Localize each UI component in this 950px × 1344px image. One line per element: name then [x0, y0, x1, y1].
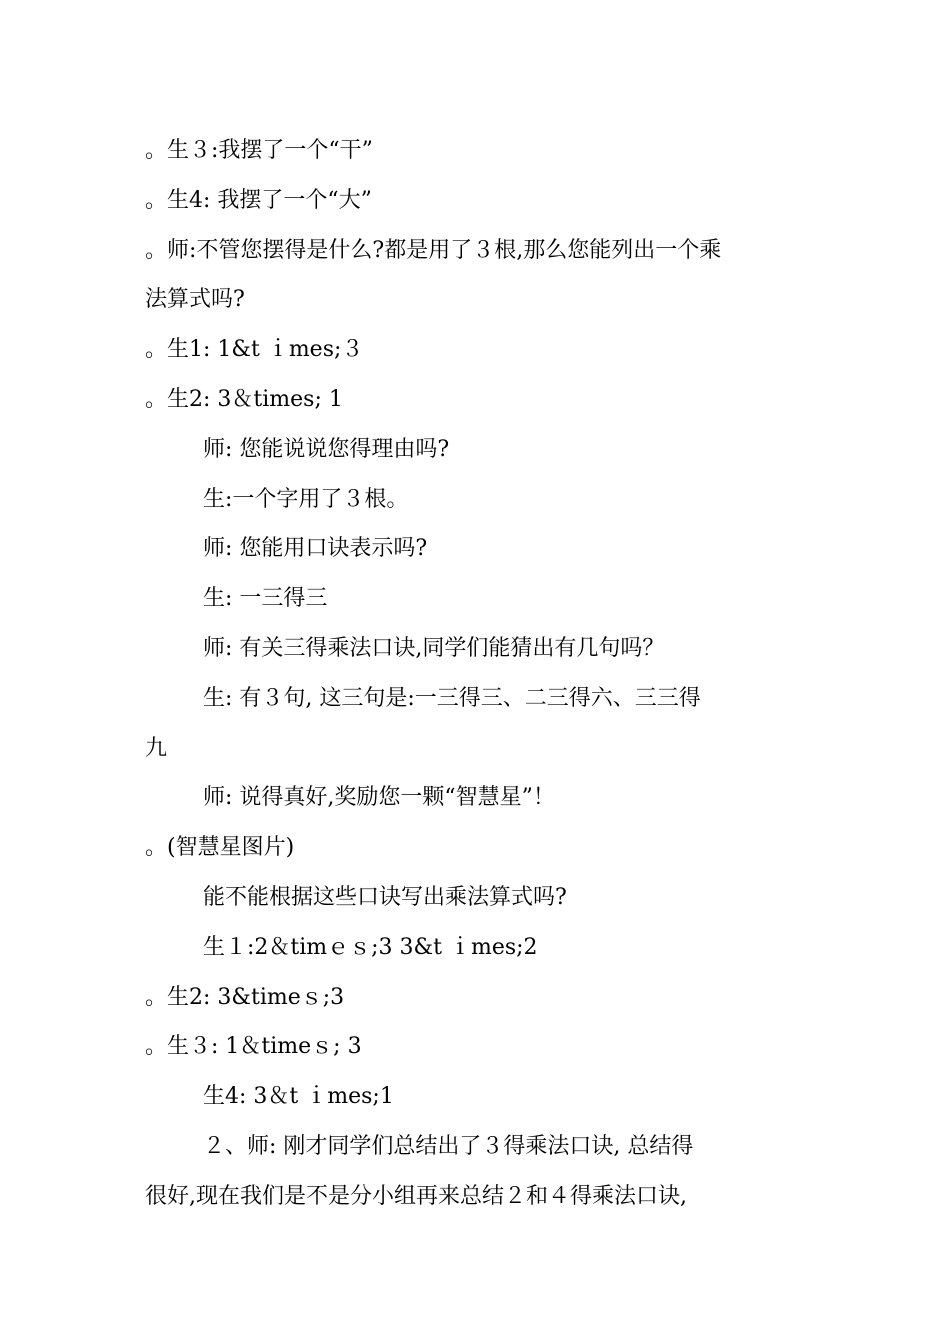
text-line: 师: 您能用口诀表示吗? — [203, 536, 428, 562]
text-line: 。生2: 3＆times; 1 — [145, 386, 343, 412]
text-line: 生:一个字用了３根。 — [203, 486, 409, 512]
text-line: 生: 有３句, 这三句是:一三得三、二三得六、三三得 — [203, 685, 701, 711]
text-line: 能不能根据这些口诀写出乘法算式吗? — [203, 884, 567, 910]
text-line: 师: 您能说说您得理由吗? — [203, 436, 450, 462]
text-line: 法算式吗? — [145, 287, 245, 313]
document-body — [145, 126, 805, 1222]
text-line: 。生2: 3&timeｓ;3 — [145, 984, 345, 1010]
text-line: 生: 一三得三 — [203, 586, 328, 612]
text-line: 。生4: 我摆了一个“大” — [145, 187, 372, 213]
text-line: 生4: 3＆t ｉmes;1 — [203, 1084, 394, 1110]
text-line: 师: 说得真好,奖励您一颗“智慧星”！ — [203, 785, 555, 811]
text-line: 。(智慧星图片) — [145, 835, 295, 861]
text-line: 九 — [145, 735, 168, 761]
text-line: 。生３:我摆了一个“干” — [145, 138, 373, 163]
text-line: 。生３: 1＆timeｓ; 3 — [145, 1034, 362, 1060]
text-line: 很好,现在我们是不是分小组再来总结２和４得乘法口诀, — [145, 1183, 687, 1209]
text-line: ２、师: 刚才同学们总结出了３得乘法口诀, 总结得 — [203, 1133, 694, 1159]
text-line: 。生1: 1&t ｉmes;３ — [145, 337, 364, 363]
text-line: 。师:不管您摆得是什么?都是用了３根,那么您能列出一个乘 — [145, 237, 722, 263]
text-line: 生１:2＆timｅｓ;3 3&t ｉmes;2 — [203, 934, 538, 960]
text-line: 师: 有关三得乘法口诀,同学们能猜出有几句吗？ — [203, 635, 665, 661]
